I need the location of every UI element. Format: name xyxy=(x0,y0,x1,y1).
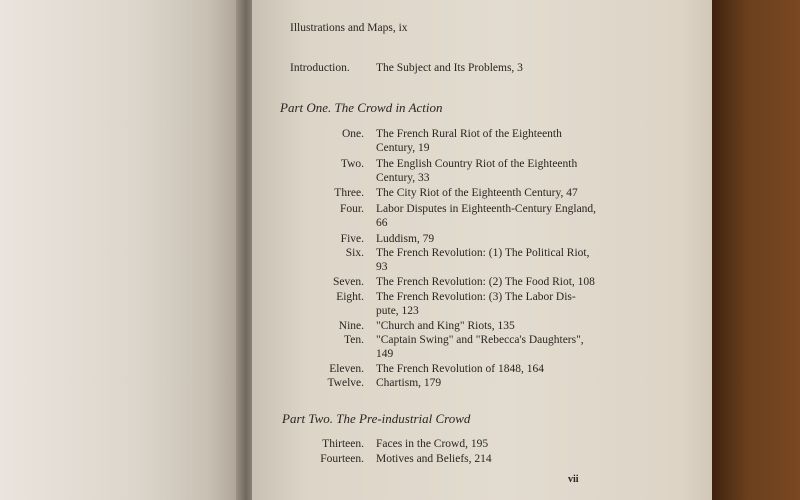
chapter-title: "Church and King" Riots, 135 xyxy=(376,320,515,332)
introduction-title: The Subject and Its Problems, 3 xyxy=(376,62,523,74)
page-folio: vii xyxy=(568,474,579,485)
chapter-title: The City Riot of the Eighteenth Century, 47 xyxy=(376,187,578,199)
chapter-title-cont: 66 xyxy=(376,217,388,229)
chapter-number: Eleven. xyxy=(329,363,364,375)
chapter-number: Three. xyxy=(334,187,364,199)
chapter-title: The French Revolution: (3) The Labor Dis- xyxy=(376,291,576,303)
chapter-title-cont: pute, 123 xyxy=(376,305,419,317)
chapter-title: Chartism, 179 xyxy=(376,377,442,389)
chapter-title: Motives and Beliefs, 214 xyxy=(376,453,492,465)
chapter-title-cont: 93 xyxy=(376,261,388,273)
right-page xyxy=(252,0,718,500)
chapter-number: Nine. xyxy=(338,320,364,332)
chapter-number: Eight. xyxy=(336,291,364,303)
chapter-title: The French Revolution: (1) The Political Riot, xyxy=(376,247,590,259)
chapter-title-cont: Century, 19 xyxy=(376,142,430,154)
part-one-heading: Part One. The Crowd in Action xyxy=(280,100,443,115)
introduction-label: Introduction. xyxy=(290,62,350,74)
chapter-number: Fourteen. xyxy=(320,453,364,465)
chapter-number: Six. xyxy=(345,247,364,259)
chapter-number: Two. xyxy=(340,158,364,170)
chapter-title: The English Country Riot of the Eighteenth xyxy=(376,158,578,170)
chapter-number: Five. xyxy=(340,233,364,245)
chapter-title: Labor Disputes in Eighteenth-Century England, xyxy=(376,203,597,215)
chapter-title: The French Rural Riot of the Eighteenth xyxy=(376,128,562,140)
left-page xyxy=(0,0,244,500)
chapter-title: "Captain Swing" and "Rebecca's Daughters", xyxy=(376,334,584,346)
chapter-number: One. xyxy=(341,128,364,140)
chapter-number: Seven. xyxy=(333,276,364,288)
illustrations-line: Illustrations and Maps, ix xyxy=(290,22,408,34)
chapter-title-cont: Century, 33 xyxy=(376,172,430,184)
chapter-title: The French Revolution: (2) The Food Riot, 108 xyxy=(376,276,595,288)
chapter-number: Thirteen. xyxy=(322,438,364,450)
chapter-number: Ten. xyxy=(344,334,364,346)
book-cover-edge xyxy=(712,0,800,500)
chapter-title: The French Revolution of 1848, 164 xyxy=(376,363,545,375)
chapter-number: Twelve. xyxy=(327,377,364,389)
chapter-title-cont: 149 xyxy=(376,348,394,360)
chapter-number: Four. xyxy=(340,203,364,215)
chapter-title: Luddism, 79 xyxy=(376,233,435,245)
chapter-title: Faces in the Crowd, 195 xyxy=(376,438,489,450)
part-two-heading: Part Two. The Pre-industrial Crowd xyxy=(282,411,471,426)
